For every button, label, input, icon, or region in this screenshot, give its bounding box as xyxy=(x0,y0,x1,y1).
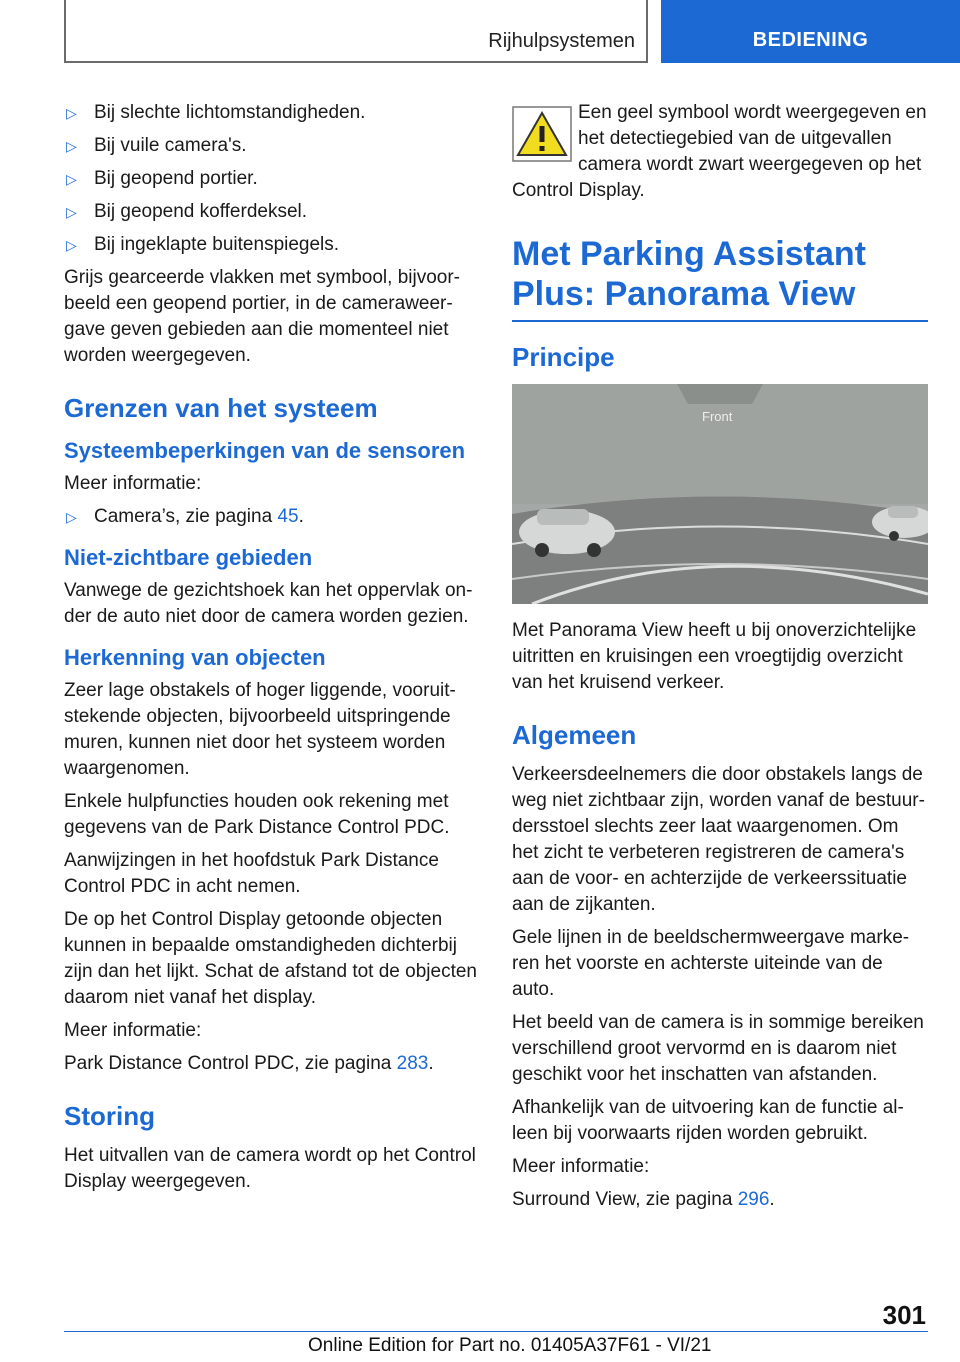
heading-general: Algemeen xyxy=(512,720,637,750)
paragraph-general-1: Verkeersdeelnemers die door obstakels langs de weg niet zichtbaar zijn, worden vanaf de bestuur-dersstoel slechts zeer laat waargenomen. Om het zicht te verbeteren registreren de camera's aan de voor- en achterzijde de verkeerssituatie aan de zijkanten. xyxy=(512,764,925,915)
triangle-bullet-icon: ▷ xyxy=(66,171,77,187)
paragraph-principle: Met Panorama View heeft u bij onoverzichtelijke uitritten en kruisingen een vroegtijdig overzicht van het kruisend verkeer. xyxy=(512,620,917,693)
footer-edition: Online Edition for Part no. 01405A37F61 - VI/21 xyxy=(308,1335,712,1356)
list-item: ▷ Bij slechte lichtomstandigheden. xyxy=(64,100,480,126)
list-item: ▷ Bij geopend kofferdeksel. xyxy=(64,199,480,225)
paragraph-objects-4: De op het Control Display getoonde objecten kunnen in bepaalde omstandigheden dichterbij zijn dan het lijkt. Schat de afstand tot de objecten daarom niet vanaf het display. xyxy=(64,909,477,1008)
list-item: ▷ Bij ingeklapte buitenspiegels. xyxy=(64,232,480,258)
heading-system-limits: Grenzen van het systeem xyxy=(64,393,378,423)
paragraph-malfunction: Het uitvallen van de camera wordt op het Control Display weergegeven. xyxy=(64,1145,476,1192)
warning-text: Een geel symbool wordt weergegeven en het detectiegebied van de uitgevallen camera wordt zwart weergegeven op het Control Display. xyxy=(512,102,927,201)
heading-object-detection: Herkenning van objecten xyxy=(64,645,326,670)
conditions-list xyxy=(64,100,480,258)
warning-note xyxy=(512,100,928,204)
header-section-title: Rijhulpsystemen xyxy=(488,30,635,52)
paragraph-objects-3: Aanwijzingen in het hoofdstuk Park Distance Control PDC in acht nemen. xyxy=(64,850,439,897)
heading-principle: Principe xyxy=(512,342,615,372)
page-link-45[interactable]: 45 xyxy=(277,506,299,527)
header-chapter-tab: BEDIENING xyxy=(661,0,960,63)
paragraph-general-4: Afhankelijk van de uitvoering kan de functie al-leen bij voorwaarts rijden worden gebruikt. xyxy=(512,1097,904,1144)
triangle-bullet-icon: ▷ xyxy=(66,138,77,154)
triangle-bullet-icon: ▷ xyxy=(66,237,77,253)
reference-list xyxy=(64,504,480,530)
warning-triangle-icon xyxy=(512,106,572,162)
triangle-bullet-icon: ▷ xyxy=(66,105,77,121)
list-item: ▷ Bij vuile camera's. xyxy=(64,133,480,159)
list-item: ▷ Bij geopend portier. xyxy=(64,166,480,192)
more-info-label: Meer informatie: xyxy=(512,1156,650,1177)
heading-sensor-limits: Systeembeperkingen van de sensoren xyxy=(64,438,466,463)
page-link-283[interactable]: 283 xyxy=(396,1053,429,1074)
paragraph-objects-1: Zeer lage obstakels of hoger liggende, vooruit-stekende objecten, bijvoorbeeld uitspringende muren, kunnen niet door het systeem worden waargenomen. xyxy=(64,680,456,779)
paragraph-general-3: Het beeld van de camera is in sommige bereiken verschillend groot vervormd en is daarom niet geschikt voor het inschatten van afstanden. xyxy=(512,1012,924,1085)
page-title: Met Parking Assistant Plus: Panorama View xyxy=(512,234,928,322)
page-number: 301 xyxy=(882,1300,926,1330)
paragraph-objects-2: Enkele hulpfuncties houden ook rekening met gegevens van de Park Distance Control PDC. xyxy=(64,791,450,838)
list-item: ▷ Camera’s, zie pagina 45. xyxy=(64,504,480,530)
paragraph-invisible-areas: Vanwege de gezichtshoek kan het oppervlak on-der de auto niet door de camera worden gezien. xyxy=(64,580,473,627)
heading-malfunction: Storing xyxy=(64,1101,155,1131)
photo-label-front: Front xyxy=(702,409,733,424)
triangle-bullet-icon: ▷ xyxy=(66,204,77,220)
triangle-bullet-icon: ▷ xyxy=(66,509,77,525)
surround-view-reference: Surround View, zie pagina 296. xyxy=(512,1189,775,1210)
right-column xyxy=(512,100,928,1220)
page-link-296[interactable]: 296 xyxy=(737,1189,770,1210)
pdc-reference: Park Distance Control PDC, zie pagina 283. xyxy=(64,1053,434,1074)
more-info-label: Meer informatie: xyxy=(64,473,202,494)
heading-invisible-areas: Niet-zichtbare gebieden xyxy=(64,545,313,570)
left-column xyxy=(64,100,480,1202)
paragraph-grey-areas: Grijs gearceerde vlakken met symbool, bijvoor-beeld een geopend portier, in de cameraweer-gave geven gebieden aan die momenteel niet worden weergegeven. xyxy=(64,267,460,366)
more-info-label: Meer informatie: xyxy=(64,1020,202,1041)
footer-divider xyxy=(64,1331,928,1332)
paragraph-general-2: Gele lijnen in de beeldschermweergave marke-ren het voorste en achterste uiteinde van de auto. xyxy=(512,927,910,1000)
